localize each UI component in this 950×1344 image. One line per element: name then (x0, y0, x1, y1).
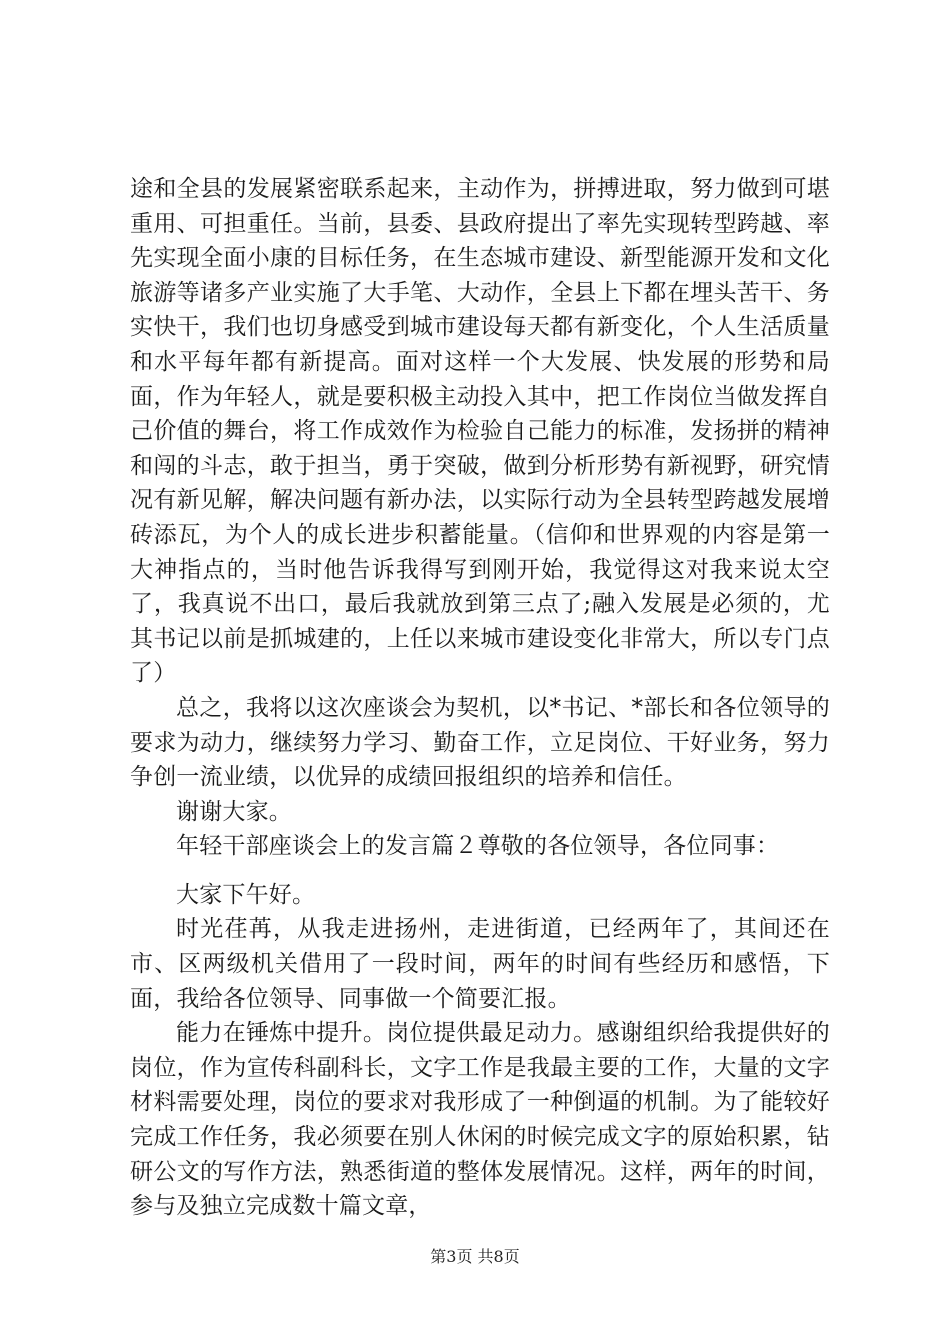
paragraph-continued: 途和全县的发展紧密联系起来，主动作为，拼搏进取，努力做到可堪重用、可担重任。当前，县委、县政府提出了率先实现转型跨越、率先实现全面小康的目标任务，在生态城市建设、新型能源开发和文化旅游等诸多产业实施了大手笔、大动作，全县上下都在埋头苦干、务实快干，我们也切身感受到城市建设每天都有新变化，个人生活质量和水平每年都有新提高。面对这样一个大发展、快发展的形势和局面，作为年轻人，就是要积极主动投入其中，把工作岗位当做发挥自己价值的舞台，将工作成效作为检验自己能力的标准，发扬拼的精神和闯的斗志，敢于担当，勇于突破，做到分析形势有新视野，研究情况有新见解，解决问题有新办法，以实际行动为全县转型跨越发展增砖添瓦，为个人的成长进步积蓄能量。（信仰和世界观的内容是第一大神指点的，当时他告诉我得写到刚开始，我觉得这对我来说太空了，我真说不出口，最后我就放到第三点了;融入发展是必须的，尤其书记以前是抓城建的，上任以来城市建设变化非常大，所以专门点了） (130, 176, 830, 687)
document-body (130, 172, 830, 1224)
page-footer: 第3页 共8页 (430, 1247, 520, 1266)
paragraph-time: 时光荏苒，从我走进扬州，走进街道，已经两年了，其间还在市、区两级机关借用了一段时间，两年的时间有些经历和感悟，下面，我给各位领导、同事做一个简要汇报。 (130, 916, 830, 1012)
paragraph-summary: 总之，我将以这次座谈会为契机，以*书记、*部长和各位领导的要求为动力，继续努力学习、勤奋工作，立足岗位、干好业务，努力争创一流业绩，以优异的成绩回报组织的培养和信任。 (130, 694, 830, 791)
paragraph-title-greeting: 年轻干部座谈会上的发言篇２尊敬的各位领导，各位同事： (176, 833, 780, 860)
paragraph-ability: 能力在锤炼中提升。岗位提供最足动力。感谢组织给我提供好的岗位，作为宣传科副科长，文字工作是我最主要的工作，大量的文字材料需要处理，岗位的要求对我形成了一种倒逼的机制。为了能较好完成工作任务，我必须要在别人休闲的时候完成文字的原始积累，钻研公文的写作方法，熟悉街道的整体发展情况。这样，两年的时间，参与及独立完成数十篇文章， (130, 1020, 830, 1220)
paragraph-thanks: 谢谢大家。 (176, 798, 292, 825)
paragraph-afternoon-greeting: 大家下午好。 (176, 881, 316, 908)
